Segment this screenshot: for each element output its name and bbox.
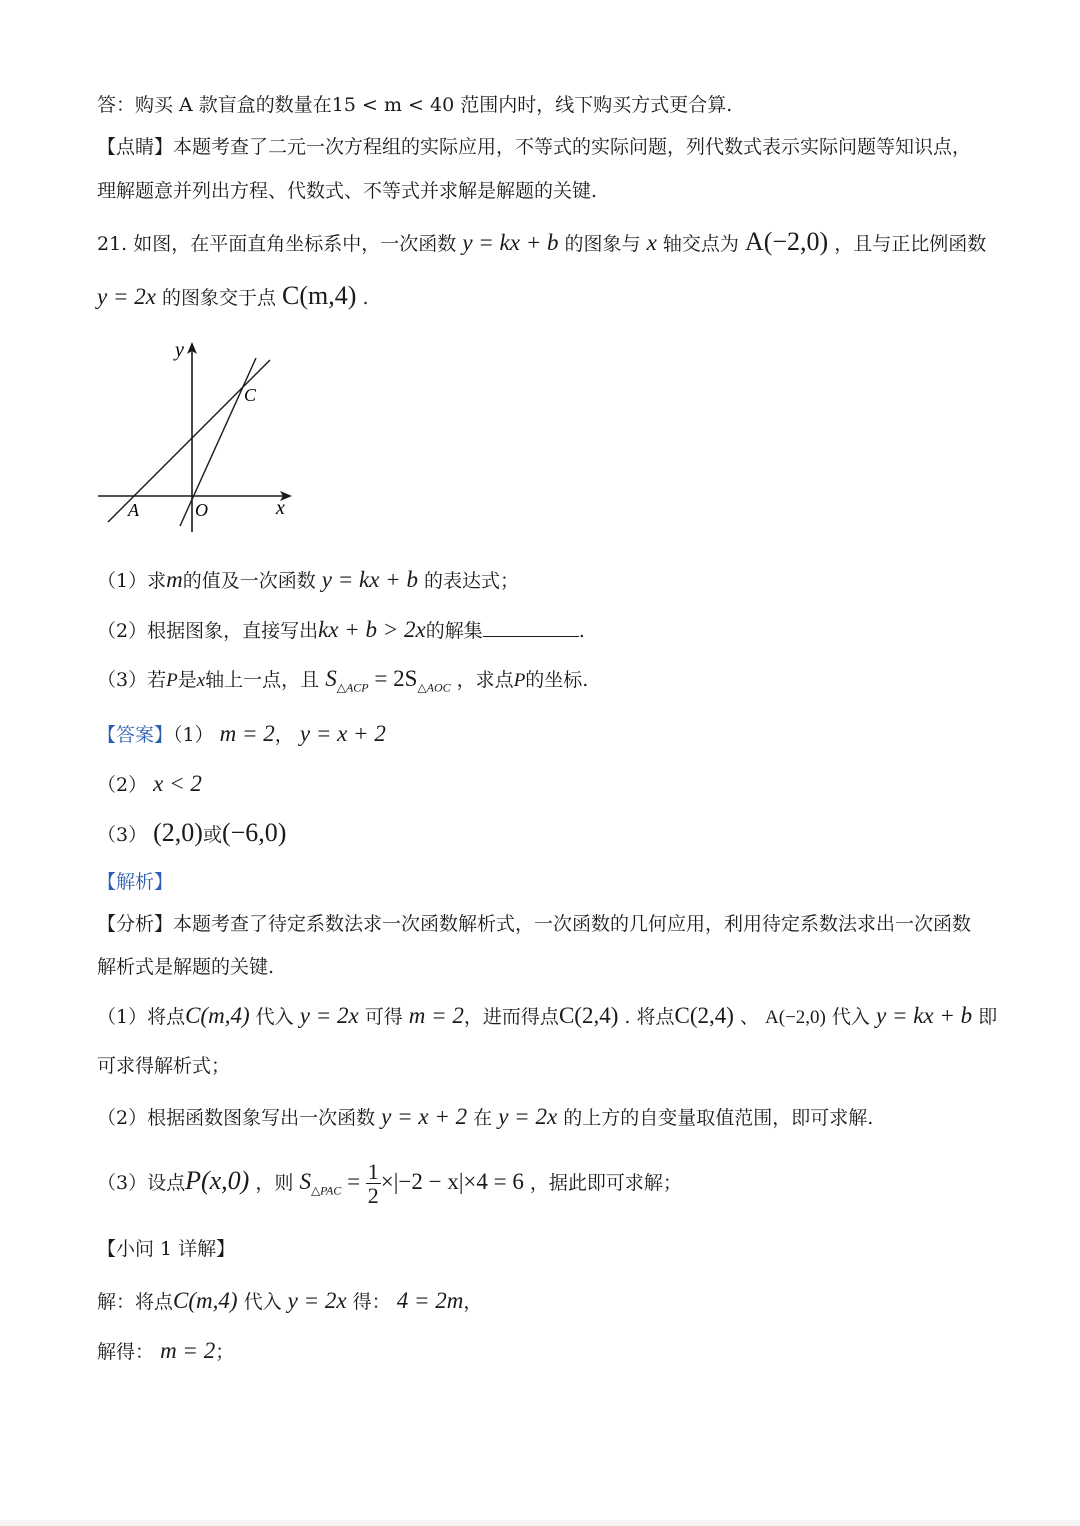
- dianjing-line-2: [97, 180, 597, 203]
- s1-text-j: 、: [739, 1006, 759, 1028]
- q1-m-var: m: [166, 567, 183, 592]
- detail-line-2: [97, 1337, 234, 1365]
- answer-conclusion: [97, 94, 732, 117]
- xiaowen-1-heading: [97, 1238, 235, 1261]
- s1-point-c24: C(2,4): [558, 1003, 619, 1028]
- ans1-sep: ，: [274, 724, 294, 746]
- q1-text-b: 的表达式；: [424, 570, 520, 592]
- s3-text-post: ，据此即可求解；: [529, 1171, 682, 1194]
- xiaowen-1-tag: 【小问 1 详解】: [97, 1238, 236, 1260]
- q1-linear-fn: y = kx + b: [321, 567, 418, 592]
- ans2-prefix: （2）: [97, 774, 148, 796]
- q3-text-b: 轴上一点，且: [205, 669, 320, 691]
- q21-point-c: C(m,4): [282, 281, 357, 310]
- analysis-text-2: 解析式是解题的关键.: [97, 956, 275, 978]
- q3-s1: S: [325, 666, 337, 691]
- origin-label: O: [195, 500, 208, 520]
- s1-text-l: 代入: [831, 1006, 870, 1028]
- s3-prefix: （3）设点: [97, 1171, 186, 1194]
- s3-equals: =: [341, 1168, 366, 1194]
- answer-tag: 【答案】: [97, 724, 174, 746]
- q3-text-d: 的坐标.: [525, 669, 589, 691]
- s1-m-value: m = 2: [408, 1003, 464, 1028]
- s2-linear-fn: y = x + 2: [381, 1104, 468, 1129]
- d1-text-b: 代入: [243, 1291, 282, 1313]
- y-axis-label: y: [175, 339, 184, 361]
- ans3-or: 或: [202, 824, 222, 846]
- s1-text-f: ，进而得点: [463, 1006, 559, 1028]
- ans2-solution: x < 2: [153, 771, 202, 796]
- step-3: [97, 1160, 682, 1207]
- q2-text-a: 的解集: [425, 620, 483, 642]
- sub-question-1: [97, 566, 519, 594]
- s1-text-h: . 将点: [624, 1006, 675, 1028]
- s3-area-formula: [299, 1159, 524, 1209]
- s1-text-b: 代入: [255, 1006, 294, 1028]
- s1-text-n: 即: [978, 1006, 998, 1028]
- d2-prefix: 解得：: [97, 1341, 155, 1363]
- s3-fraction: [366, 1160, 381, 1207]
- q2-answer-blank: [483, 618, 579, 637]
- jiexi-heading: [97, 871, 173, 894]
- dianjing-text-1: 【点睛】本题考查了二元一次方程组的实际应用，不等式的实际问题，列代数式表示实际问题等知识点，: [97, 136, 972, 158]
- question-21-line-2: [97, 280, 369, 311]
- x-axis-label: x: [276, 497, 285, 519]
- d1-fn-2x: y = 2x: [287, 1288, 347, 1313]
- s1-point-a: A(−2,0): [765, 1007, 826, 1028]
- question-21-line-1: [97, 226, 986, 257]
- answer-1: [97, 720, 386, 748]
- d2-m-value: m = 2: [160, 1338, 216, 1363]
- ans3-point-2: (−6,0): [221, 818, 287, 847]
- d1-point-c: C(m,4): [173, 1288, 238, 1313]
- s3-denominator: 2: [367, 1183, 379, 1209]
- s1-prefix: （1）将点: [97, 1006, 186, 1028]
- ans1-m-value: m = 2: [219, 721, 275, 746]
- analysis-line-1: [97, 913, 971, 936]
- q21-text-c: ，且与正比例函数: [834, 233, 987, 255]
- step-2: [97, 1103, 873, 1131]
- s1-point-cm4: C(m,4): [185, 1003, 250, 1028]
- q21-linear-fn: y = kx + b: [462, 230, 559, 255]
- answer-conclusion-text: 答：购买 A 款盲盒的数量在15 < m < 40 范围内时，线下购买方式更合算.: [97, 94, 733, 116]
- q2-period: .: [578, 620, 585, 642]
- coordinate-graph: [96, 338, 296, 538]
- d1-equation: 4 = 2m: [396, 1288, 464, 1313]
- s1-linear-fn: y = kx + b: [875, 1003, 973, 1028]
- page-bottom-edge: [0, 1520, 1080, 1526]
- q3-text-c: ，求点: [456, 669, 514, 691]
- answer-3: [97, 817, 286, 848]
- q3-s2-sub: △AOC: [417, 680, 451, 695]
- analysis-line-2: [97, 956, 274, 979]
- jiexi-tag: 【解析】: [97, 871, 174, 893]
- dianjing-text-2: 理解题意并列出方程、代数式、不等式并求解是解题的关键.: [97, 180, 598, 202]
- s1-continued: 可求得解析式；: [97, 1055, 231, 1077]
- q21-x-var: x: [646, 230, 657, 255]
- s3-point-p: P(x,0): [185, 1165, 250, 1195]
- s3-text-b: ，则: [255, 1171, 294, 1194]
- q2-prefix: （2）根据图象，直接写出: [97, 620, 319, 642]
- q1-prefix: （1）求: [97, 570, 167, 592]
- q1-text-a: 的值及一次函数: [182, 570, 316, 592]
- s1-point-c24-b: C(2,4): [674, 1003, 734, 1028]
- q3-p-var: P: [166, 670, 178, 691]
- q21-point-a: A(−2,0): [744, 227, 829, 256]
- q21-proportional-fn: y = 2x: [97, 284, 156, 309]
- q3-prefix: （3）若: [97, 669, 167, 691]
- answer-2: [97, 770, 202, 798]
- s2-prefix: （2）根据函数图象写出一次函数: [97, 1107, 376, 1129]
- point-a-label: A: [128, 500, 139, 520]
- ans1-expression: y = x + 2: [299, 721, 386, 746]
- q21-text-d: 的图象交于点: [161, 287, 276, 309]
- step-1-line-1: [97, 1002, 997, 1030]
- q3-x-var: x: [196, 670, 206, 691]
- q21-text-b: 轴交点为: [662, 233, 739, 255]
- s3-numerator: 1: [367, 1159, 379, 1184]
- q21-text-e: .: [362, 287, 369, 309]
- q2-inequality: kx + b > 2x: [318, 617, 426, 642]
- s1-fn-2x: y = 2x: [299, 1003, 359, 1028]
- detail-line-1: [97, 1287, 482, 1315]
- dianjing-line-1: [97, 136, 971, 159]
- point-c-label: C: [244, 385, 257, 405]
- s1-text-d: 可得: [364, 1006, 403, 1028]
- q3-area-equation: [325, 666, 451, 695]
- q21-text-a: 的图象与: [564, 233, 641, 255]
- s2-fn-2x: y = 2x: [498, 1104, 558, 1129]
- s3-s: S: [299, 1168, 311, 1194]
- q3-s1-sub: △ACP: [336, 680, 369, 695]
- d1-text-f: ，: [463, 1291, 483, 1313]
- ans3-point-1: (2,0): [153, 818, 203, 847]
- s3-s-sub: △PAC: [310, 1183, 342, 1198]
- q21-intro: 21. 如图，在平面直角坐标系中，一次函数: [97, 233, 457, 255]
- d1-prefix: 解：将点: [97, 1291, 174, 1313]
- ans3-prefix: （3）: [97, 824, 148, 846]
- ans1-prefix: （1）: [173, 724, 214, 746]
- q3-equals: = 2S: [368, 666, 418, 691]
- s3-expression: ×|−2 − x|×4 = 6: [380, 1168, 524, 1194]
- analysis-text-1: 【分析】本题考查了待定系数法求一次函数解析式，一次函数的几何应用，利用待定系数法求出一次函数: [97, 913, 972, 935]
- sub-question-2: [97, 616, 585, 644]
- q3-p-var-2: P: [513, 670, 526, 691]
- d1-text-d: 得：: [352, 1291, 391, 1313]
- s2-text-b: 在: [473, 1107, 493, 1129]
- sub-question-3: [97, 665, 588, 695]
- step-1-line-2: [97, 1055, 230, 1078]
- q3-text-a: 是: [177, 669, 197, 691]
- d2-text-b: ；: [215, 1341, 235, 1363]
- s2-text-d: 的上方的自变量取值范围，即可求解.: [563, 1107, 874, 1129]
